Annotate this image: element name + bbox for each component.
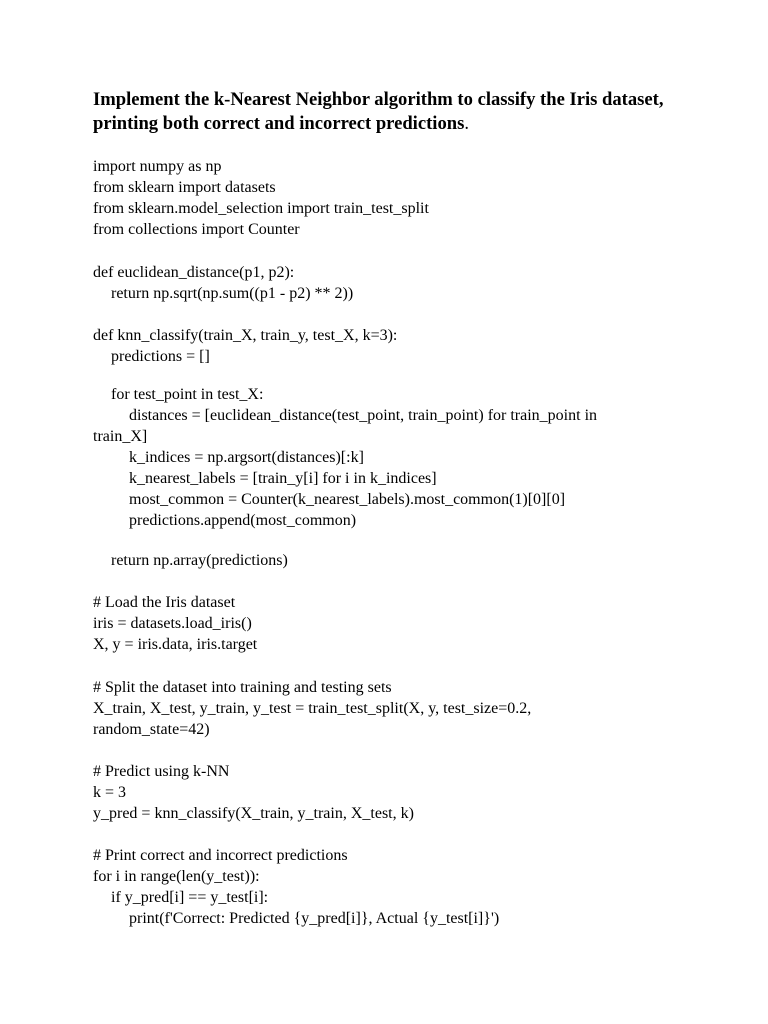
- code-comment: # Print correct and incorrect predictions: [93, 847, 348, 864]
- code-line: train_X]: [93, 428, 148, 445]
- code-line: distances = [euclidean_distance(test_point, train_point) for train_point in: [129, 407, 598, 424]
- code-line: return np.sqrt(np.sum((p1 - p2) ** 2)): [111, 285, 354, 302]
- code-line: predictions.append(most_common): [129, 512, 357, 529]
- code-line: import numpy as np: [93, 158, 222, 175]
- load-dataset-block: [93, 592, 693, 655]
- title-period: .: [464, 113, 469, 134]
- knn-return-block: [93, 550, 693, 571]
- document-title: [93, 88, 693, 136]
- code-line: if y_pred[i] == y_test[i]:: [111, 889, 269, 906]
- code-line: most_common = Counter(k_nearest_labels).most_common(1)[0][0]: [129, 491, 566, 508]
- code-line: predictions = []: [111, 348, 210, 365]
- knn-loop-block: [93, 384, 693, 531]
- code-line: k_indices = np.argsort(distances)[:k]: [129, 449, 364, 466]
- code-line: k_nearest_labels = [train_y[i] for i in k_indices]: [129, 470, 437, 487]
- code-line: from sklearn import datasets: [93, 179, 276, 196]
- code-line: print(f'Correct: Predicted {y_pred[i]}, Actual {y_test[i]}'): [129, 910, 500, 927]
- code-line: X_train, X_test, y_train, y_test = train_test_split(X, y, test_size=0.2,: [93, 700, 532, 717]
- distance-function-block: [93, 262, 693, 304]
- imports-block: [93, 156, 693, 240]
- code-line: from sklearn.model_selection import train_test_split: [93, 200, 429, 217]
- code-line: def euclidean_distance(p1, p2):: [93, 264, 295, 281]
- code-line: for test_point in test_X:: [111, 386, 264, 403]
- code-line: return np.array(predictions): [111, 552, 288, 569]
- code-line: y_pred = knn_classify(X_train, y_train, X_test, k): [93, 805, 414, 822]
- code-line: iris = datasets.load_iris(): [93, 615, 252, 632]
- code-line: random_state=42): [93, 721, 210, 738]
- code-line: from collections import Counter: [93, 221, 300, 238]
- title-text: Implement the k-Nearest Neighbor algorithm to classify the Iris dataset, printing both correct and incorrect predictions: [93, 89, 664, 134]
- split-dataset-block: [93, 677, 693, 740]
- code-line: X, y = iris.data, iris.target: [93, 636, 258, 653]
- code-comment: # Predict using k-NN: [93, 763, 230, 780]
- code-line: k = 3: [93, 784, 127, 801]
- knn-function-header-block: [93, 325, 693, 367]
- code-line: for i in range(len(y_test)):: [93, 868, 260, 885]
- code-comment: # Split the dataset into training and testing sets: [93, 679, 392, 696]
- code-line: def knn_classify(train_X, train_y, test_X, k=3):: [93, 327, 398, 344]
- predict-block: [93, 761, 693, 824]
- code-comment: # Load the Iris dataset: [93, 594, 236, 611]
- print-predictions-block: [93, 845, 693, 929]
